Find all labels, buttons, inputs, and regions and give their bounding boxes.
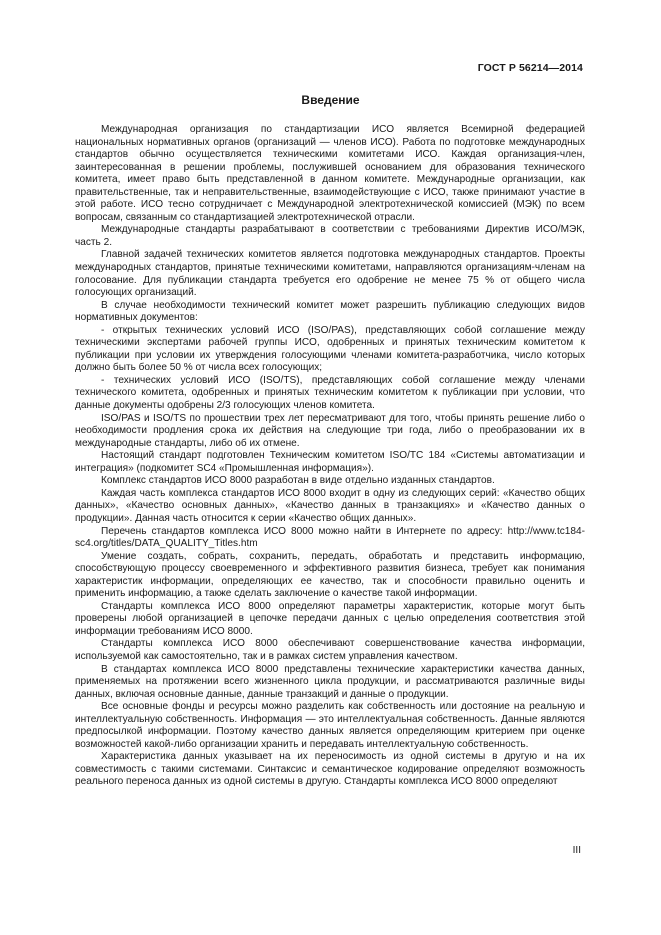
- paragraph-portability: Характеристика данных указывает на их переносимость из одной системы в другую и на их совместимость с такими системами. Синтаксис и семантическое кодирование определяют возможность реального переноса данных из одной системы в другую. Стандарты комплекса ИСО 8000 определяют: [75, 751, 585, 788]
- paragraph-characteristics: Стандарты комплекса ИСО 8000 определяют параметры характеристик, которые могут быть проверены любой организацией в цепочке передачи данных с целью определения соответствия этой информации требованиям ИСО 8000.: [75, 600, 585, 637]
- paragraph-internet-list: Перечень стандартов комплекса ИСО 8000 можно найти в Интернете по адресу: http://www.tc184-sc4.org/titles/DATA_QUALITY_Titles.htm: [75, 525, 585, 550]
- paragraph-lifecycle: В стандартах комплекса ИСО 8000 представлены технические характеристики качества данных, применяемых на протяжении всего жизненного цикла продукции, и рассматриваются различные виды данных, включая основные данные, данные транзакций и данные о продукции.: [75, 663, 585, 700]
- paragraph-directives: Международные стандарты разрабатывают в соответствии с требованиями Директив ИСО/МЭК, часть 2.: [75, 224, 585, 248]
- section-title: Введение: [301, 93, 360, 107]
- standard-code: ГОСТ Р 56214—2014: [477, 62, 583, 74]
- paragraph-quality-improvement: Стандарты комплекса ИСО 8000 обеспечивают совершенствование качества информации, используемой как самостоятельно, так и в рамках систем управления качеством.: [75, 638, 585, 662]
- paragraph-information-skills: Умение создать, собрать, сохранить, передать, обработать и представить информацию, способствующую процессу своевременного и эффективного развития бизнеса, требует как понимания характеристик информации, определяющих ее качество, так и способности правильно оценить и применить информацию, а также сделать заключение о качестве такой информации.: [75, 550, 585, 600]
- paragraph-prepared-by: Настоящий стандарт подготовлен Техническим комитетом ISO/TC 184 «Системы автоматизации и интеграция» (подкомитет SC4 «Промышленная информация»).: [75, 450, 585, 474]
- paragraph-review: ISO/PAS и ISO/TS по прошествии трех лет пересматривают для того, чтобы принять решение либо о необходимости продления срока их действия на следующие три года, либо о преобразовании их в международные стандарты, либо об их отмене.: [75, 412, 585, 449]
- paragraph-document-types: В случае необходимости технический комитет может разрешить публикацию следующих видов нормативных документов:: [75, 299, 585, 324]
- page-number: III: [572, 845, 581, 856]
- paragraph-committee-task: Главной задачей технических комитетов является подготовка международных стандартов. Проекты международных стандартов, принятые техническими комитетами, направляются организациям-членам на голосование. Для публикации стандарта требуется его одобрение не менее 75 % от общего числа голосующих организаций.: [75, 249, 585, 299]
- paragraph-series-structure: Комплекс стандартов ИСО 8000 разработан в виде отдельно изданных стандартов.: [101, 475, 495, 487]
- paragraph-assets: Все основные фонды и ресурсы можно разделить как собственность или достояние на реальную и интеллектуальную собственность. Информация — это интеллектуальная собственность. Данные являются предпосылкой информации. Поэтому качество данных является определяющим критерием при оценке возможностей какой-либо организации хранить и передавать интеллектуальную собственность.: [75, 701, 585, 750]
- paragraph-iso-ts: - технических условий ИСО (ISO/TS), представляющих собой соглашение между членами технического комитета, одобренных и принятых техническим комитетом к публикации при условии, что данные документы одобрены 2/3 голосующих членов комитета.: [75, 374, 585, 412]
- paragraph-iso-intro: Международная организация по стандартизации ИСО является Всемирной федерацией национальных нормативных органов (организаций — членов ИСО). Работа по подготовке международных стандартов обычно осуществляется техническими комитетами ИСО. Каждая организация-член, заинтересованная в решении проблемы, послужившей основанием для образования технического комитета, имеет право быть представленной в данном комитете. Международные организации, как правительственные, так и неправительственные, взаимодействующие с ИСО, также принимают участие в этой работе. ИСО тесно сотрудничает с Международной электротехнической комиссией (МЭК) по всем вопросам, связанным со стандартизацией электротехнической отрасли.: [75, 124, 585, 223]
- body-text: [75, 124, 585, 789]
- paragraph-series-list: Каждая часть комплекса стандартов ИСО 8000 входит в одну из следующих серий: «Качество общих данных», «Качество основных данных», «Качество данных в транзакциях» и «Качество данных о продукции». Данная часть относится к серии «Качество общих данных».: [75, 487, 585, 524]
- paragraph-iso-pas: - открытых технических условий ИСО (ISO/PAS), представляющих собой соглашение между техническими экспертами рабочей группы ИСО, одобренных и принятых техническим комитетом к публикации при условии их утверждения голосующими членами комитета-разработчика, число которых должно быть более 50 % от числа всех голосующих;: [75, 324, 585, 374]
